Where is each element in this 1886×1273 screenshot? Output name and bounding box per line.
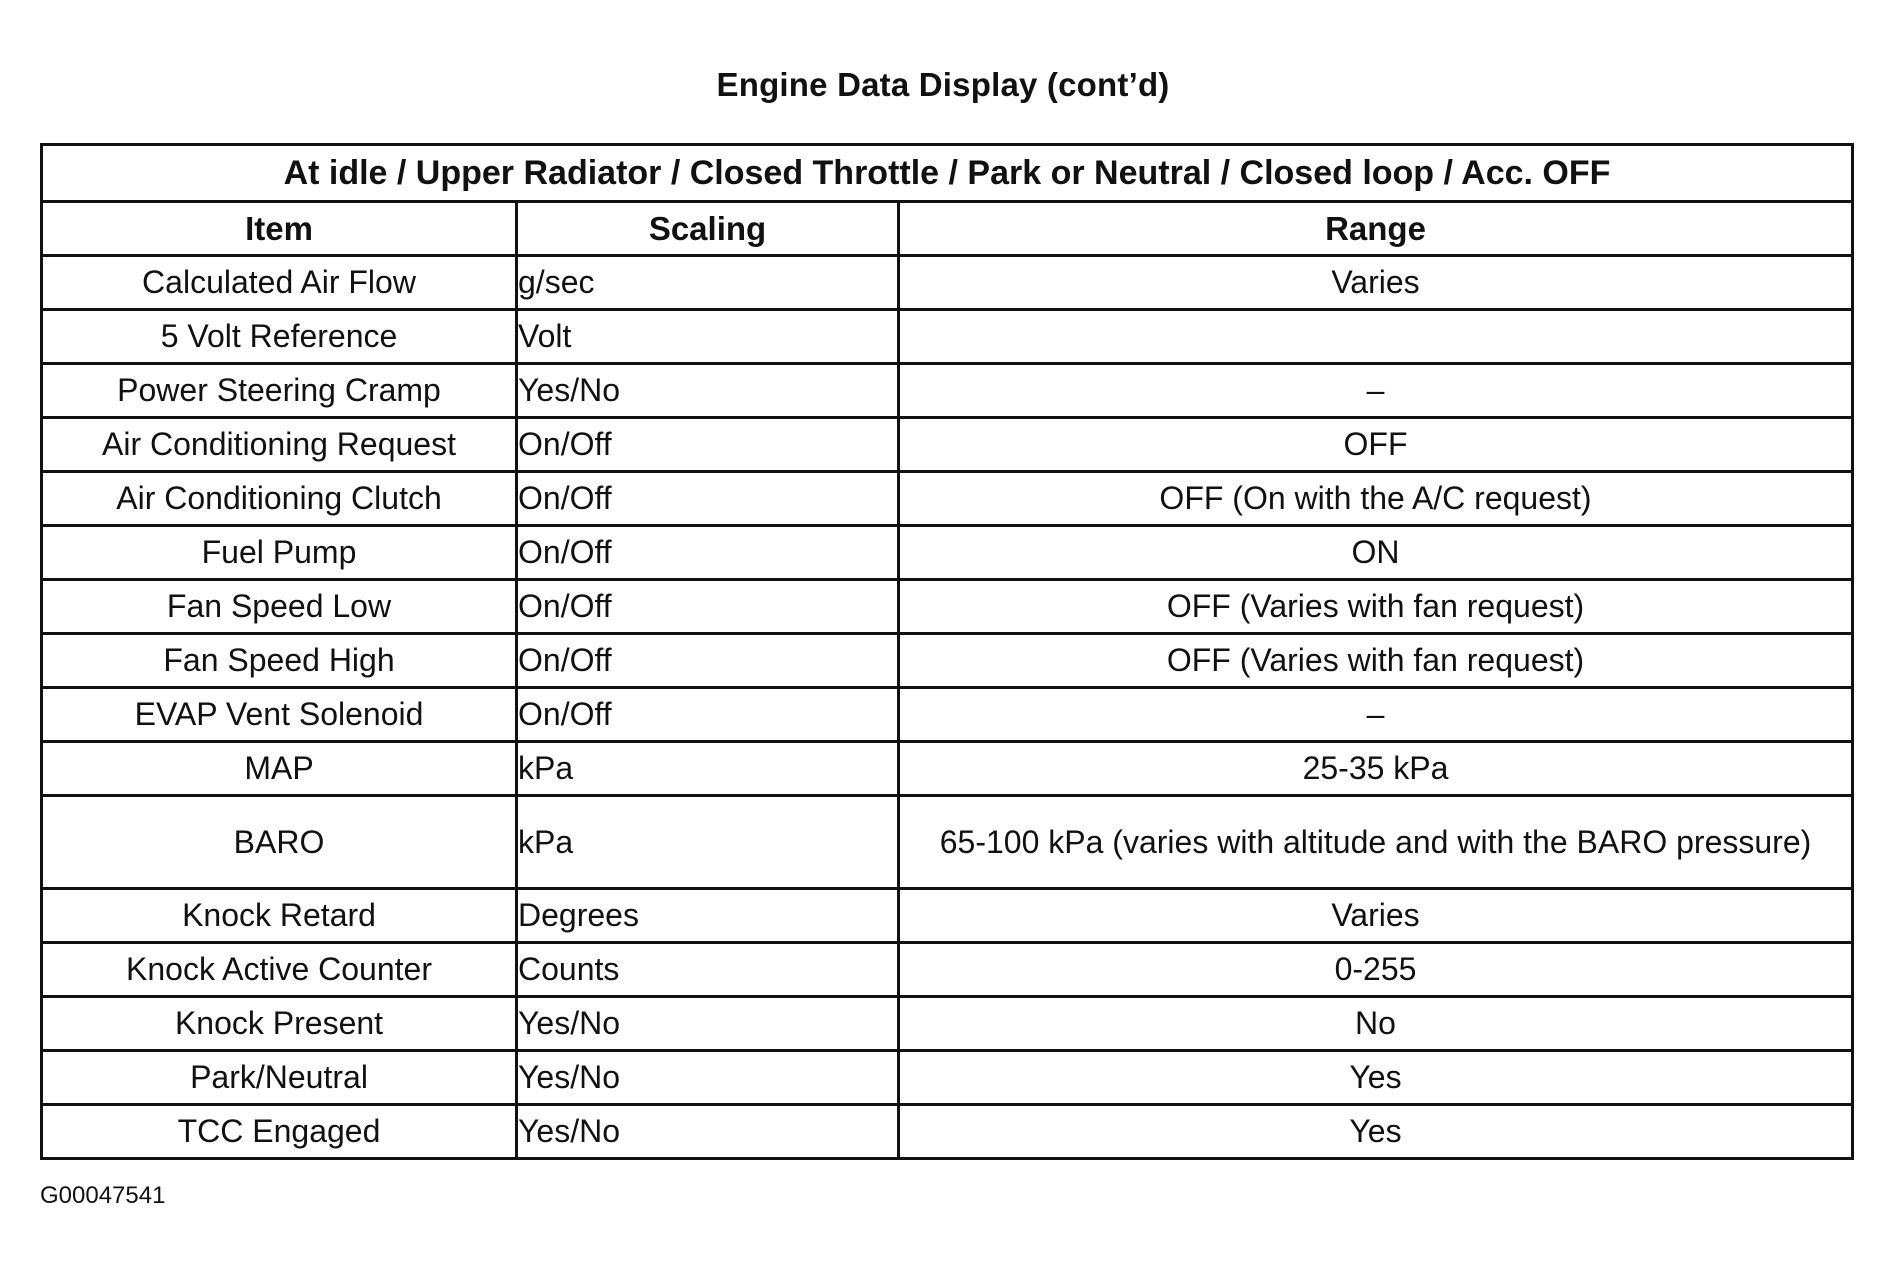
- item-cell: Fan Speed High: [42, 634, 517, 688]
- range-cell: Varies: [899, 889, 1853, 943]
- item-cell: 5 Volt Reference: [42, 310, 517, 364]
- scaling-cell: Volt: [517, 310, 899, 364]
- item-cell: Calculated Air Flow: [42, 256, 517, 310]
- item-cell: Knock Present: [42, 997, 517, 1051]
- range-cell: OFF (Varies with fan request): [899, 580, 1853, 634]
- range-cell: [899, 310, 1853, 364]
- item-cell: Fan Speed Low: [42, 580, 517, 634]
- item-cell: MAP: [42, 742, 517, 796]
- scaling-cell: Degrees: [517, 889, 899, 943]
- table-row: [42, 1105, 1853, 1159]
- scaling-cell: On/Off: [517, 634, 899, 688]
- table-row: [42, 310, 1853, 364]
- range-cell: –: [899, 688, 1853, 742]
- item-cell: TCC Engaged: [42, 1105, 517, 1159]
- scaling-cell: Counts: [517, 943, 899, 997]
- item-cell: Air Conditioning Clutch: [42, 472, 517, 526]
- page-title: Engine Data Display (cont’d): [716, 66, 1170, 103]
- table-row: [42, 1051, 1853, 1105]
- range-cell: No: [899, 997, 1853, 1051]
- scaling-cell: On/Off: [517, 526, 899, 580]
- range-cell: OFF (On with the A/C request): [899, 472, 1853, 526]
- scaling-cell: Yes/No: [517, 1051, 899, 1105]
- range-cell: –: [899, 364, 1853, 418]
- item-cell: EVAP Vent Solenoid: [42, 688, 517, 742]
- table-row: [42, 634, 1853, 688]
- table-row: [42, 526, 1853, 580]
- table-row: [42, 943, 1853, 997]
- column-header-range: Range: [899, 202, 1853, 256]
- item-cell: Power Steering Cramp: [42, 364, 517, 418]
- scaling-cell: On/Off: [517, 472, 899, 526]
- item-cell: Air Conditioning Request: [42, 418, 517, 472]
- range-cell: 0-255: [899, 943, 1853, 997]
- table-row: [42, 742, 1853, 796]
- table-row: [42, 472, 1853, 526]
- column-header-row: [42, 202, 1853, 256]
- range-cell: Yes: [899, 1051, 1853, 1105]
- table-row: [42, 889, 1853, 943]
- item-cell: Fuel Pump: [42, 526, 517, 580]
- item-cell: Knock Active Counter: [42, 943, 517, 997]
- range-cell: OFF: [899, 418, 1853, 472]
- engine-data-table: [40, 143, 1854, 1160]
- conditions-header: At idle / Upper Radiator / Closed Throttle / Park or Neutral / Closed loop / Acc. OFF: [42, 145, 1853, 202]
- table-row: [42, 688, 1853, 742]
- column-header-scaling: Scaling: [517, 202, 899, 256]
- table-row: [42, 997, 1853, 1051]
- scaling-cell: Yes/No: [517, 997, 899, 1051]
- scaling-cell: kPa: [517, 742, 899, 796]
- table-row: [42, 364, 1853, 418]
- column-header-item: Item: [42, 202, 517, 256]
- item-cell: Park/Neutral: [42, 1051, 517, 1105]
- range-cell: 65-100 kPa (varies with altitude and with the BARO pressure): [899, 796, 1853, 889]
- item-cell: BARO: [42, 796, 517, 889]
- scaling-cell: On/Off: [517, 688, 899, 742]
- item-cell: Knock Retard: [42, 889, 517, 943]
- scaling-cell: On/Off: [517, 580, 899, 634]
- conditions-row: [42, 145, 1853, 202]
- range-cell: Varies: [899, 256, 1853, 310]
- scaling-cell: g/sec: [517, 256, 899, 310]
- range-cell: OFF (Varies with fan request): [899, 634, 1853, 688]
- figure-id: G00047541: [40, 1182, 166, 1209]
- range-cell: Yes: [899, 1105, 1853, 1159]
- scaling-cell: kPa: [517, 796, 899, 889]
- scaling-cell: On/Off: [517, 418, 899, 472]
- range-cell: ON: [899, 526, 1853, 580]
- table-row: [42, 796, 1853, 889]
- table-row: [42, 256, 1853, 310]
- scaling-cell: Yes/No: [517, 364, 899, 418]
- table-row: [42, 418, 1853, 472]
- table-row: [42, 580, 1853, 634]
- scaling-cell: Yes/No: [517, 1105, 899, 1159]
- range-cell: 25-35 kPa: [899, 742, 1853, 796]
